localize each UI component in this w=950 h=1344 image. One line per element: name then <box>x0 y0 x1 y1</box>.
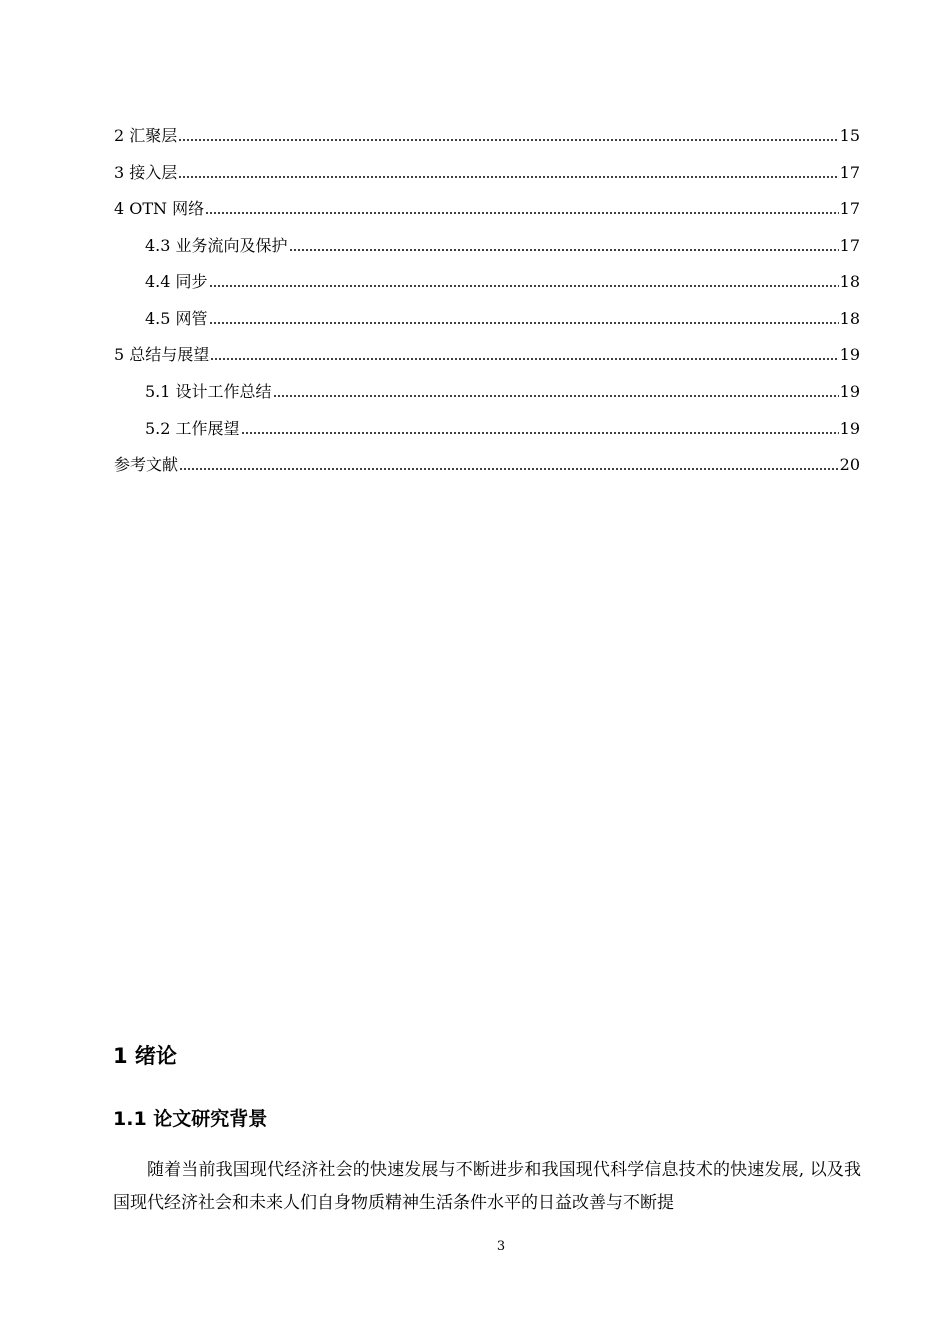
toc-entry-page: 20 <box>839 455 860 474</box>
toc-dot-leader <box>241 431 839 435</box>
toc-entry-title: 4.5 网管 <box>145 309 208 328</box>
toc-entry-title: 5.1 设计工作总结 <box>145 382 272 401</box>
toc-dot-leader <box>178 175 838 179</box>
toc-entry[interactable] <box>145 417 860 441</box>
toc-entry-page: 19 <box>839 419 860 438</box>
toc-entry-page: 18 <box>839 272 860 291</box>
toc-entry[interactable] <box>114 197 860 221</box>
toc-entry-title: 参考文献 <box>114 455 179 474</box>
toc-entry-page: 19 <box>839 345 860 364</box>
toc-entry-page: 17 <box>839 199 860 218</box>
toc-dot-leader <box>273 394 839 398</box>
toc-entry[interactable] <box>114 453 860 477</box>
toc-entry-title: 4.3 业务流向及保护 <box>145 236 288 255</box>
page-number: 3 <box>496 1239 506 1254</box>
toc-entry[interactable] <box>145 380 860 404</box>
toc-entry-page: 19 <box>839 382 860 401</box>
toc-dot-leader <box>289 248 839 252</box>
toc-dot-leader <box>179 467 839 471</box>
toc-dot-leader <box>205 211 838 215</box>
toc-entry-page: 17 <box>839 236 860 255</box>
toc-entry-title: 5.2 工作展望 <box>145 419 240 438</box>
toc-entry-page: 17 <box>839 163 860 182</box>
toc-entry[interactable] <box>114 161 860 185</box>
section-heading: 1.1 论文研究背景 <box>113 1108 268 1130</box>
toc-dot-leader <box>178 138 838 142</box>
toc-entry-title: 5 总结与展望 <box>114 345 210 364</box>
toc-entry-title: 2 汇聚层 <box>114 126 178 145</box>
toc-dot-leader <box>209 284 839 288</box>
toc-entry-title: 4 OTN 网络 <box>114 199 205 218</box>
toc-entry-page: 15 <box>839 126 860 145</box>
toc-entry-title: 3 接入层 <box>114 163 178 182</box>
toc-entry-page: 18 <box>839 309 860 328</box>
toc-dot-leader <box>210 357 838 361</box>
toc-entry[interactable] <box>114 343 860 367</box>
toc-dot-leader <box>209 321 839 325</box>
toc-entry-title: 4.4 同步 <box>145 272 208 291</box>
toc-entry[interactable] <box>145 307 860 331</box>
body-paragraph: 随着当前我国现代经济社会的快速发展与不断进步和我国现代科学信息技术的快速发展, 以及我国现代经济社会和未来人们自身物质精神生活条件水平的日益改善与不断提 <box>113 1160 861 1213</box>
chapter-heading: 1 绪论 <box>113 1044 177 1068</box>
toc-entry[interactable] <box>145 270 860 294</box>
toc-entry[interactable] <box>145 234 860 258</box>
toc-entry[interactable] <box>114 124 860 148</box>
